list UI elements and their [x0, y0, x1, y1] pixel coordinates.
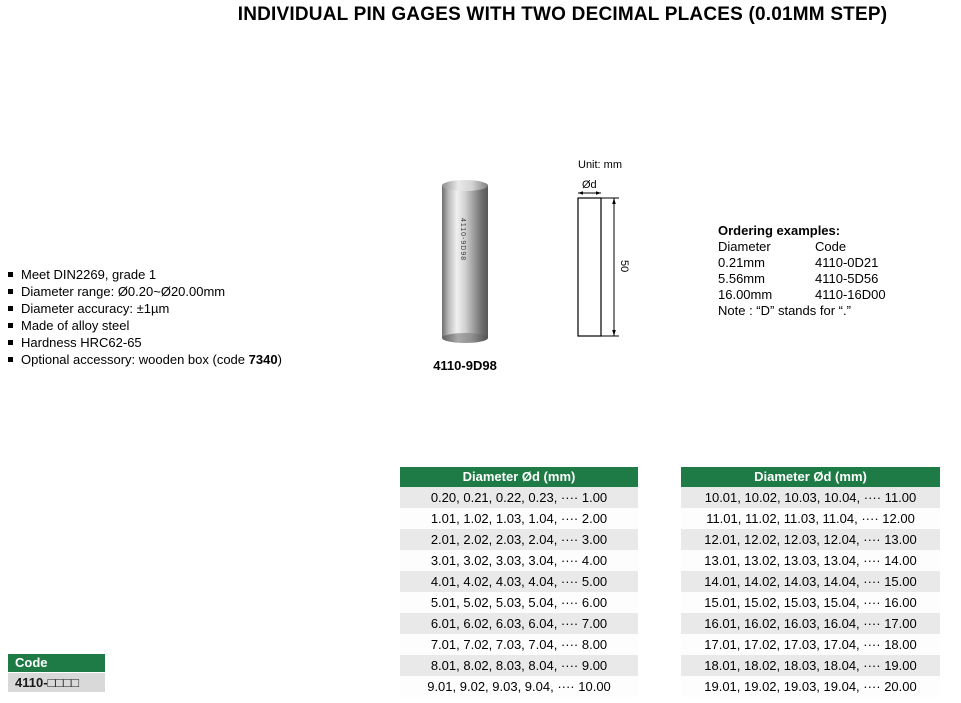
feature-item	[8, 266, 282, 283]
pin-body	[442, 185, 488, 338]
ordering-code: 4110-5D56	[815, 271, 879, 286]
ordering-row	[718, 271, 886, 287]
feature-text: Optional accessory: wooden box (code	[21, 352, 249, 367]
diameter-dim-label: Ød	[582, 179, 597, 191]
pin-outline-rect	[578, 198, 601, 336]
pin-bottom-cap	[442, 333, 488, 343]
table-row: 13.01, 13.02, 13.03, 13.04, ···· 14.00	[681, 550, 940, 571]
table-header: Diameter Ød (mm)	[400, 467, 638, 487]
ordering-col-diameter: Diameter	[718, 239, 771, 254]
table-header: Diameter Ød (mm)	[681, 467, 940, 487]
ordering-row	[718, 255, 886, 271]
ordering-code: 4110-0D21	[815, 255, 879, 270]
arrow-right-icon	[596, 191, 601, 195]
table-row: 1.01, 1.02, 1.03, 1.04, ···· 2.00	[400, 508, 638, 529]
table-row: 14.01, 14.02, 14.03, 14.04, ···· 15.00	[681, 571, 940, 592]
table-rows	[400, 487, 638, 697]
feature-list	[8, 266, 282, 368]
diameter-table-right	[681, 467, 940, 697]
table-row: 11.01, 11.02, 11.03, 11.04, ···· 12.00	[681, 508, 940, 529]
ordering-examples	[718, 223, 886, 319]
feature-text: Diameter accuracy: ±1µm	[21, 301, 170, 316]
length-dim-label: 50	[618, 260, 630, 273]
feature-item-accessory	[8, 351, 282, 368]
code-box-value: 4110-□□□□	[8, 673, 105, 692]
feature-item	[8, 334, 282, 351]
ordering-note: Note : “D” stands for “.”	[718, 303, 851, 318]
ordering-columns	[718, 239, 886, 255]
table-row: 17.01, 17.02, 17.03, 17.04, ···· 18.00	[681, 634, 940, 655]
code-box	[8, 654, 105, 692]
accessory-code: 7340	[248, 352, 278, 367]
bullet-icon	[8, 357, 13, 362]
ordering-heading: Ordering examples:	[718, 223, 841, 238]
ordering-diameter: 5.56mm	[718, 271, 765, 286]
table-row: 12.01, 12.02, 12.03, 12.04, ···· 13.00	[681, 529, 940, 550]
ordering-diameter: 0.21mm	[718, 255, 765, 270]
arrow-left-icon	[578, 191, 583, 195]
bullet-icon	[8, 272, 13, 277]
bullet-icon	[8, 340, 13, 345]
pin-engraving: 4110-9D98	[459, 218, 466, 262]
table-row: 9.01, 9.02, 9.03, 9.04, ···· 10.00	[400, 676, 638, 697]
pin-top-cap	[442, 180, 488, 191]
feature-text: Diameter range: Ø0.20~Ø20.00mm	[21, 284, 226, 299]
table-row: 16.01, 16.02, 16.03, 16.04, ···· 17.00	[681, 613, 940, 634]
product-model-label: 4110-9D98	[433, 358, 497, 373]
table-rows	[681, 487, 940, 697]
diameter-table-left	[400, 467, 638, 697]
page-title: INDIVIDUAL PIN GAGES WITH TWO DECIMAL PLACES (0.01MM STEP)	[237, 4, 888, 25]
table-row: 8.01, 8.02, 8.03, 8.04, ···· 9.00	[400, 655, 638, 676]
arrow-down-icon	[612, 330, 616, 336]
table-row: 7.01, 7.02, 7.03, 7.04, ···· 8.00	[400, 634, 638, 655]
feature-text: Meet DIN2269, grade 1	[21, 267, 157, 282]
arrow-up-icon	[612, 198, 616, 204]
feature-item	[8, 300, 282, 317]
unit-label: Unit: mm	[578, 159, 622, 171]
pin-gage-image	[442, 180, 488, 343]
feature-item	[8, 283, 282, 300]
bullet-icon	[8, 289, 13, 294]
table-row: 19.01, 19.02, 19.03, 19.04, ···· 20.00	[681, 676, 940, 697]
table-row: 5.01, 5.02, 5.03, 5.04, ···· 6.00	[400, 592, 638, 613]
table-row: 3.01, 3.02, 3.03, 3.04, ···· 4.00	[400, 550, 638, 571]
ordering-col-code: Code	[815, 239, 847, 254]
feature-item	[8, 317, 282, 334]
table-row: 2.01, 2.02, 2.03, 2.04, ···· 3.00	[400, 529, 638, 550]
table-row: 18.01, 18.02, 18.03, 18.04, ···· 19.00	[681, 655, 940, 676]
ordering-diameter: 16.00mm	[718, 287, 773, 302]
feature-text-suffix: )	[277, 352, 282, 367]
bullet-icon	[8, 306, 13, 311]
feature-text: Hardness HRC62-65	[21, 335, 142, 350]
table-row: 15.01, 15.02, 15.03, 15.04, ···· 16.00	[681, 592, 940, 613]
code-box-header: Code	[8, 654, 105, 672]
ordering-code: 4110-16D00	[815, 287, 886, 302]
ordering-row	[718, 287, 886, 303]
table-row: 4.01, 4.02, 4.03, 4.04, ···· 5.00	[400, 571, 638, 592]
table-row: 6.01, 6.02, 6.03, 6.04, ···· 7.00	[400, 613, 638, 634]
dimension-drawing	[566, 176, 646, 348]
table-row: 0.20, 0.21, 0.22, 0.23, ···· 1.00	[400, 487, 638, 508]
table-row: 10.01, 10.02, 10.03, 10.04, ···· 11.00	[681, 487, 940, 508]
bullet-icon	[8, 323, 13, 328]
feature-text: Made of alloy steel	[21, 318, 130, 333]
